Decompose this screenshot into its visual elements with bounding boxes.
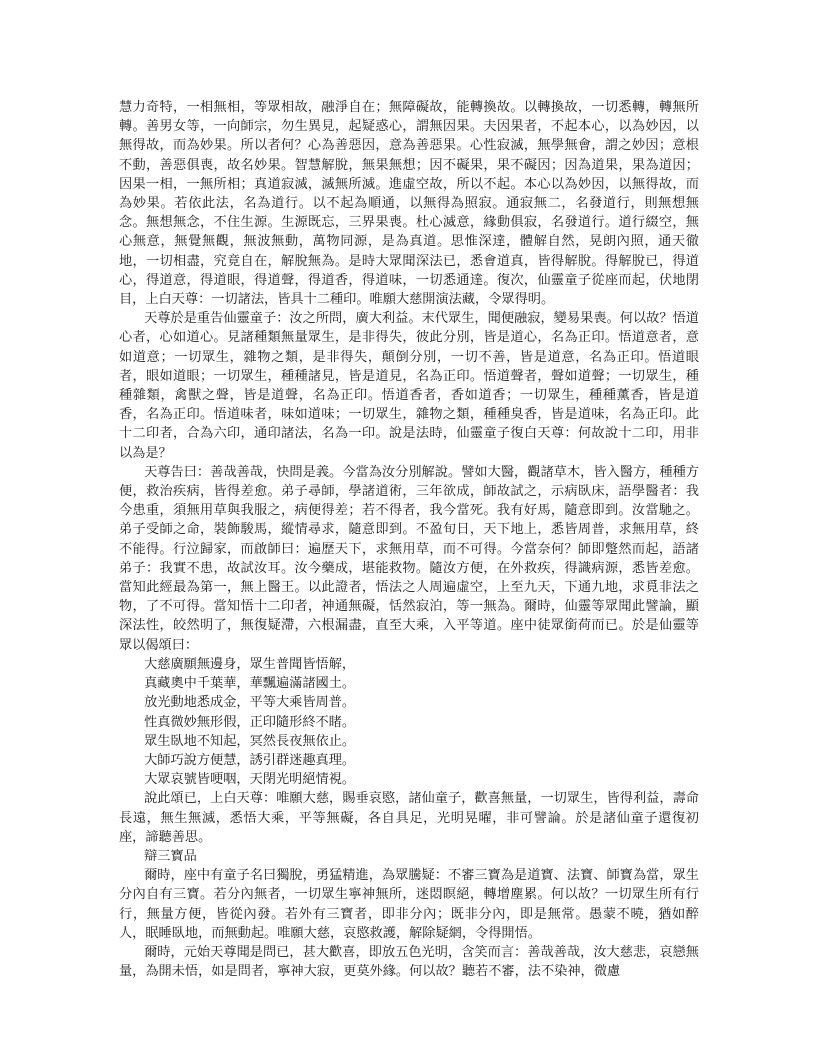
verse-line: 真藏奧中千葉華，華飄遍滿諸國土。 xyxy=(144,676,356,692)
document-page xyxy=(119,98,699,981)
verse-line: 性真微妙無形假，正印隨形終不睹。 xyxy=(144,714,356,730)
verse-line: 大眾哀號皆哽咽，天閉光明絕情視。 xyxy=(144,772,356,788)
verse-block xyxy=(119,655,699,789)
section-heading: 辯三寶品 xyxy=(144,848,197,864)
paragraph-4: 說此頌已，上白天尊：唯願大慈，賜垂哀愍，諸仙童子，歡喜無量，一切眾生，皆得利益，壽命長遠，無生無滅，悉悟大乘，平等無礙，各自具足，光明晃曜，非可譬論。於是諸仙童子還復初座，諦聽善思。 xyxy=(119,791,699,845)
paragraph-3: 天尊告曰：善哉善哉，快問是義。今當為汝分別解說。譬如大醫，觀諸草木，皆入醫方，種種方便，救治疾病，皆得差愈。弟子尋師，學諸道術，三年欲成，師故試之，示病臥床，語學醫者：我今患重，須無用草與我服之，病便得差；若不得者，我今當死。我有好馬，隨意即到。汝當馳之。弟子受師之命，裝飾駿馬，縱情尋求，隨意即到。不盈旬日，天下地上，悉皆周普，求無用草，終不能得。行泣歸家，而啟師曰：遍歷天下，求無用草，而不可得。今當奈何？師即蹩然而起，語諸弟子：我實不患，故試汝耳。汝今藥成，堪能救物。隨汝方便，在外救疾，得識病源，悉皆差愈。當知此經最為第一，無上醫王。以此證者，悟法之人周遍虛空，上至九天，下通九地，求覓非法之物，了不可得。當知悟十二印者，神通無礙，恬然寂泊，等一無為。爾時，仙靈等眾聞此譬論，顯深法性，皎然明了，無復疑滯，六根漏盡，直至大乘，入平等道。座中徒眾銜荷而已。於是仙靈等眾以偈頌曰： xyxy=(119,464,699,653)
verse-line: 放光動地悉成金，平等大乘皆周普。 xyxy=(144,695,356,711)
verse-line: 眾生臥地不知起，冥然長夜無依止。 xyxy=(144,733,356,749)
verse-line: 大師巧說方便慧，誘引群迷趣真理。 xyxy=(144,752,356,768)
verse-line: 大慈廣願無邊身，眾生普聞皆悟解， xyxy=(144,656,356,672)
paragraph-6: 爾時，元始天尊聞是問已，甚大歡喜，即放五色光明，含笑而言：善哉善哉，汝大慈悲，哀戀無量，為開未悟，如是問者，寧神大寂，更莫外緣。何以故？聽若不審，法不染神，微慮 xyxy=(119,944,699,980)
paragraph-2: 天尊於是重告仙靈童子：汝之所問，廣大利益。末代眾生，聞便融寂，變易果喪。何以故？悟道心者，心如道心。見諸種類無量眾生，是非得失，彼此分別，皆是道心，名為正印。悟道意者，意如道意；一切眾生，雜物之類，是非得失，顛倒分別，一切不善，皆是道意，名為正印。悟道眼者，眼如道眼；一切眾生，種種諸見，皆是道見，名為正印。悟道聲者，聲如道聲；一切眾生，種種雜類，禽獸之聲，皆是道聲，名為正印。悟道香者，香如道香；一切眾生，種種薰香，皆是道香，名為正印。悟道味者，味如道味；一切眾生，雜物之類，種種臭香，皆是道味，名為正印。此十二印者，合為六印，通印諸法，名為一印。說是法時，仙靈童子復白天尊：何故說十二印，用非以為是？ xyxy=(119,311,699,461)
paragraph-5: 爾時，座中有童子名曰獨脫，勇猛精進，為眾騰疑：不審三寶為是道寶、法寶、師寶為當，眾生分內自有三寶。若分內無者，一切眾生寧神無所，迷悶瞑絕，轉增塵累。何以故？一切眾生所有行行，無量方便，皆從內發。若外有三寶者，即非分內；既非分內，即是無常。愚蒙不曉，猶如醉人，眠睡臥地，而無動起。唯願大慈，哀愍救護，解除疑網，令得開悟。 xyxy=(119,868,699,941)
paragraph-1: 慧力奇特，一相無相，等眾相故，融淨自在；無障礙故，能轉換故。以轉換故，一切悉轉，轉無所轉。善男女等，一向師宗，勿生異見，起疑惑心，謂無因果。夫因果者，不起本心，以為妙因，以無得故，而為妙果。所以者何？心為善惡因，意為善惡果。心性寂滅，無學無會，謂之妙因；意根不動，善惡俱喪，故名妙果。智慧解脫，無果無想；因不礙果，果不礙因；因為道果，果為道因；因果一相，一無所相；真道寂滅，滅無所滅。進虛空故，所以不起。本心以為妙因，以無得故，而為妙果。若依此法，名為道行。以不起為順通，以無得為照寂。通寂無二，名發道行，則無想無念。無想無念，不住生源。生源既忘，三界果喪。杜心滅意，緣動俱寂，名發道行。道行綴空，無心無意，無覺無觀，無波無動，萬物同源，是為真道。思惟深達，體解自然，晃朗內照，通天徹地，一切相盡，究竟自在，解脫無為。是時大眾聞深法已，悉會道真，皆得解脫。得解脫已，得道心，得道意，得道眼，得道聲，得道香，得道味，一切悉通達。復次，仙靈童子從座而起，伏地閉目，上白天尊：一切諸法，皆具十二種印。唯願大慈開演法藏，令眾得明。 xyxy=(119,100,699,308)
